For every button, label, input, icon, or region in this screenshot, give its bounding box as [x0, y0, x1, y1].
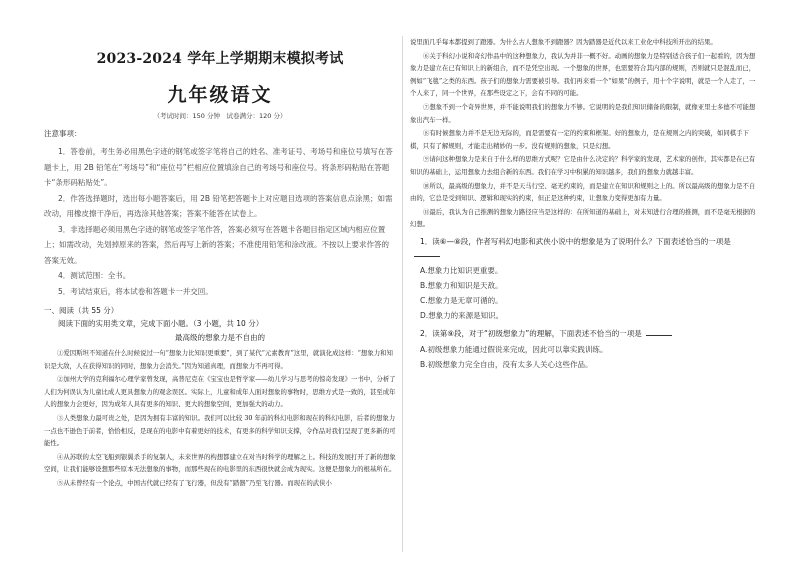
passage-paragraph: ①爱因斯坦不知道在什么时候说过一句“想象力比知识更重要”，到了某代“元素教育”这里，就演化成这样：“想象力和知识是大敌，人在获得知识的同时，想象力会消失。”因为知道真理，而想象力不再可得。	[44, 349, 393, 370]
notice-heading: 注意事项：	[44, 129, 82, 138]
section-heading: 一、阅读（共 55 分）	[44, 306, 119, 315]
right-column	[410, 36, 760, 556]
question-option[interactable]: B.初级想象力完全自由，没有太多人关心这些作品。	[420, 359, 593, 369]
answer-blank[interactable]	[646, 328, 672, 336]
passage-paragraph: ②加州大学的克利福尔心理学家曾发现，高普尼克在《宝宝也是哲学家——幼儿学习与思考的惊奇发现》一书中，分析了人们为何误认为儿童比成人更具想象力的观念误区。实际上，儿童和成年人面对想象的事物时，思维方式是一致的，甚至成年人的想象力会更好，因为成年人具有更多的知识、更大的想象空间，更加强大的动力。	[44, 375, 396, 409]
exam-title: 2023-2024 学年上学期期末模拟考试	[96, 51, 344, 67]
section-instruction: 阅读下面的实用类文章，完成下面小题。（3 小题，共 10 分）	[58, 319, 264, 328]
left-column	[44, 36, 396, 556]
passage-paragraph: 说里面几乎每本都提到了蹬器。为什么古人想象不到蹬器？因为踏器是近代以来工业化中科技所开出的结果。	[410, 38, 717, 46]
notice-item: 5．考试结束后，将本试卷和答题卡一并交回。	[58, 286, 213, 296]
question-2	[410, 327, 760, 340]
passage-paragraph: ⑨请问这种想象力是来自于什么样的思维方式呢？它是由什么决定的？科学家的发现，艺术家的创作，其实都是在已有知识的基础上，运用想象力去组合新的东西。我们在学习中积累的知识越多，我们的想象力就越丰富。	[410, 155, 756, 176]
answer-blank[interactable]	[414, 249, 440, 257]
binding-margin	[0, 0, 22, 562]
passage-paragraph: ⑩所以，最高级的想象力，并不是天马行空、毫无约束的，而是建立在知识和规则之上的。所以最高级的想象力是不自由的，它总是受到知识、逻辑和现实的约束，但正是这种约束，让想象力变得更加有力量。	[410, 181, 756, 203]
question-stem: 1．读⑥—⑧段，作者写科幻电影和武侠小说中的想象是为了说明什么？下面表述恰当的一项是	[420, 236, 731, 246]
question-option[interactable]: A.初级想象力能通过假说来完成，因此可以靠实践训练。	[420, 344, 608, 354]
passage-paragraph: ④从苏联的太空飞船到银翼杀手的复制人，未来世界的构想都建立在对当时科学的理解之上。科技的发展打开了新的想象空间，让我们能够设想那些原本无法想象的事物，而那些现在的电影里的东西很快就会成为现实。这便是想象力的根基所在。	[44, 452, 396, 474]
notice-item: 2．作答选择题时，选出每小题答案后，用 2B 铅笔把答题卡上对应题目选项的答案信息点涂黑；如需改动，用橡皮擦干净后，再选涂其他答案；答案不能答在试卷上。	[44, 193, 393, 218]
passage-title: 最高级的想象力是不自由的	[175, 333, 265, 342]
passage-paragraph: ⑥关于科幻小说和奇幻作品中的这种想象力，我认为并非一概不好。动画的想象力是特别适合孩子们一起看的，因为想象力是建立在已有知识上的新组合，而不是凭空出现。一个想象的世界，也需要符合其内部的规则，否则就只是混乱而已，例如“飞毯”之类的东西。孩子们的想象力需要被引导。我们再来看一个“如果”的例子，用十个字说明，就是一个人走了，一个人来了，同一个世界，在那些设定之下，会有不同的可能。	[410, 51, 756, 98]
column-divider	[402, 36, 403, 552]
passage-paragraph: ⑤从未曾经有一个论点，中国古代就已经有了飞行器，但没有“踏器”乃至飞行器。而现在的武侠小	[57, 478, 332, 487]
question-option[interactable]: B.想象力和知识是天敌。	[420, 280, 503, 290]
question-option[interactable]: D.想象力的来源是知识。	[420, 310, 504, 320]
notice-item: 1．答卷前，考生务必用黑色字迹的钢笔或签字笔将自己的姓名、准考证号、考场号和座位号填写在答题卡上，用 2B 铅笔在“考场号”和“座位号”栏相应位置填涂自己的考场号和座位号。将条形码粘贴在答题卡“条形码粘贴处”。	[44, 147, 393, 187]
passage-paragraph: ⑪最后，我认为自己推测的想象力路径应当是这样的：在所知道的基础上，对未知进行合理的推测，而不是毫无根据的幻想。	[410, 207, 756, 229]
passage-paragraph: ③人类想象力最可贵之处，是因为拥有丰富的知识。我们可以比较 30 年前的科幻电影和现在的科幻电影，后者的想象力一点也不逊色于前者，恰恰相反，是现在的电影中有着更好的技术，有更多的科学知识支撑，令作品对我们呈现了更多新的可能性。	[44, 413, 396, 448]
notice-item: 4．测试范围：全书。	[58, 271, 131, 280]
passage-paragraph: ⑦想象不到一个奇异世界，并不能说明我们的想象力不够。它说明的是我们知识储备的限制，就像亚里士多德不可能想象出汽车一样。	[410, 102, 756, 124]
subject-title: 九年级语文	[167, 84, 273, 106]
passage-paragraph: ⑧有时候想象力并不是无边无际的，而是需要有一定的约束和框架。好的想象力，是在规则之内的突破，如同棋手下棋，只有了解规则，才能走出精妙的一步。没有规则的想象，只是幻想。	[410, 129, 749, 150]
exam-info: （考试时间：150 分钟 试卷满分：120 分）	[153, 112, 287, 120]
question-option[interactable]: C.想象力是无章可循的。	[420, 295, 503, 305]
question-option[interactable]: A.想象力比知识更重要。	[420, 265, 503, 275]
question-stem: 2．读第⑨段，对于“初级想象力”的理解，下面表述不恰当的一项是	[420, 328, 642, 338]
notice-item: 3．非选择题必须用黑色字迹的钢笔或签字笔作答，答案必须写在答题卡各题目指定区域内相应位置上；如需改动，先划掉原来的答案，然后再写上新的答案；不准使用铅笔和涂改液。不按以上要求作答的答案无效。	[44, 224, 389, 265]
question-1	[410, 235, 760, 261]
